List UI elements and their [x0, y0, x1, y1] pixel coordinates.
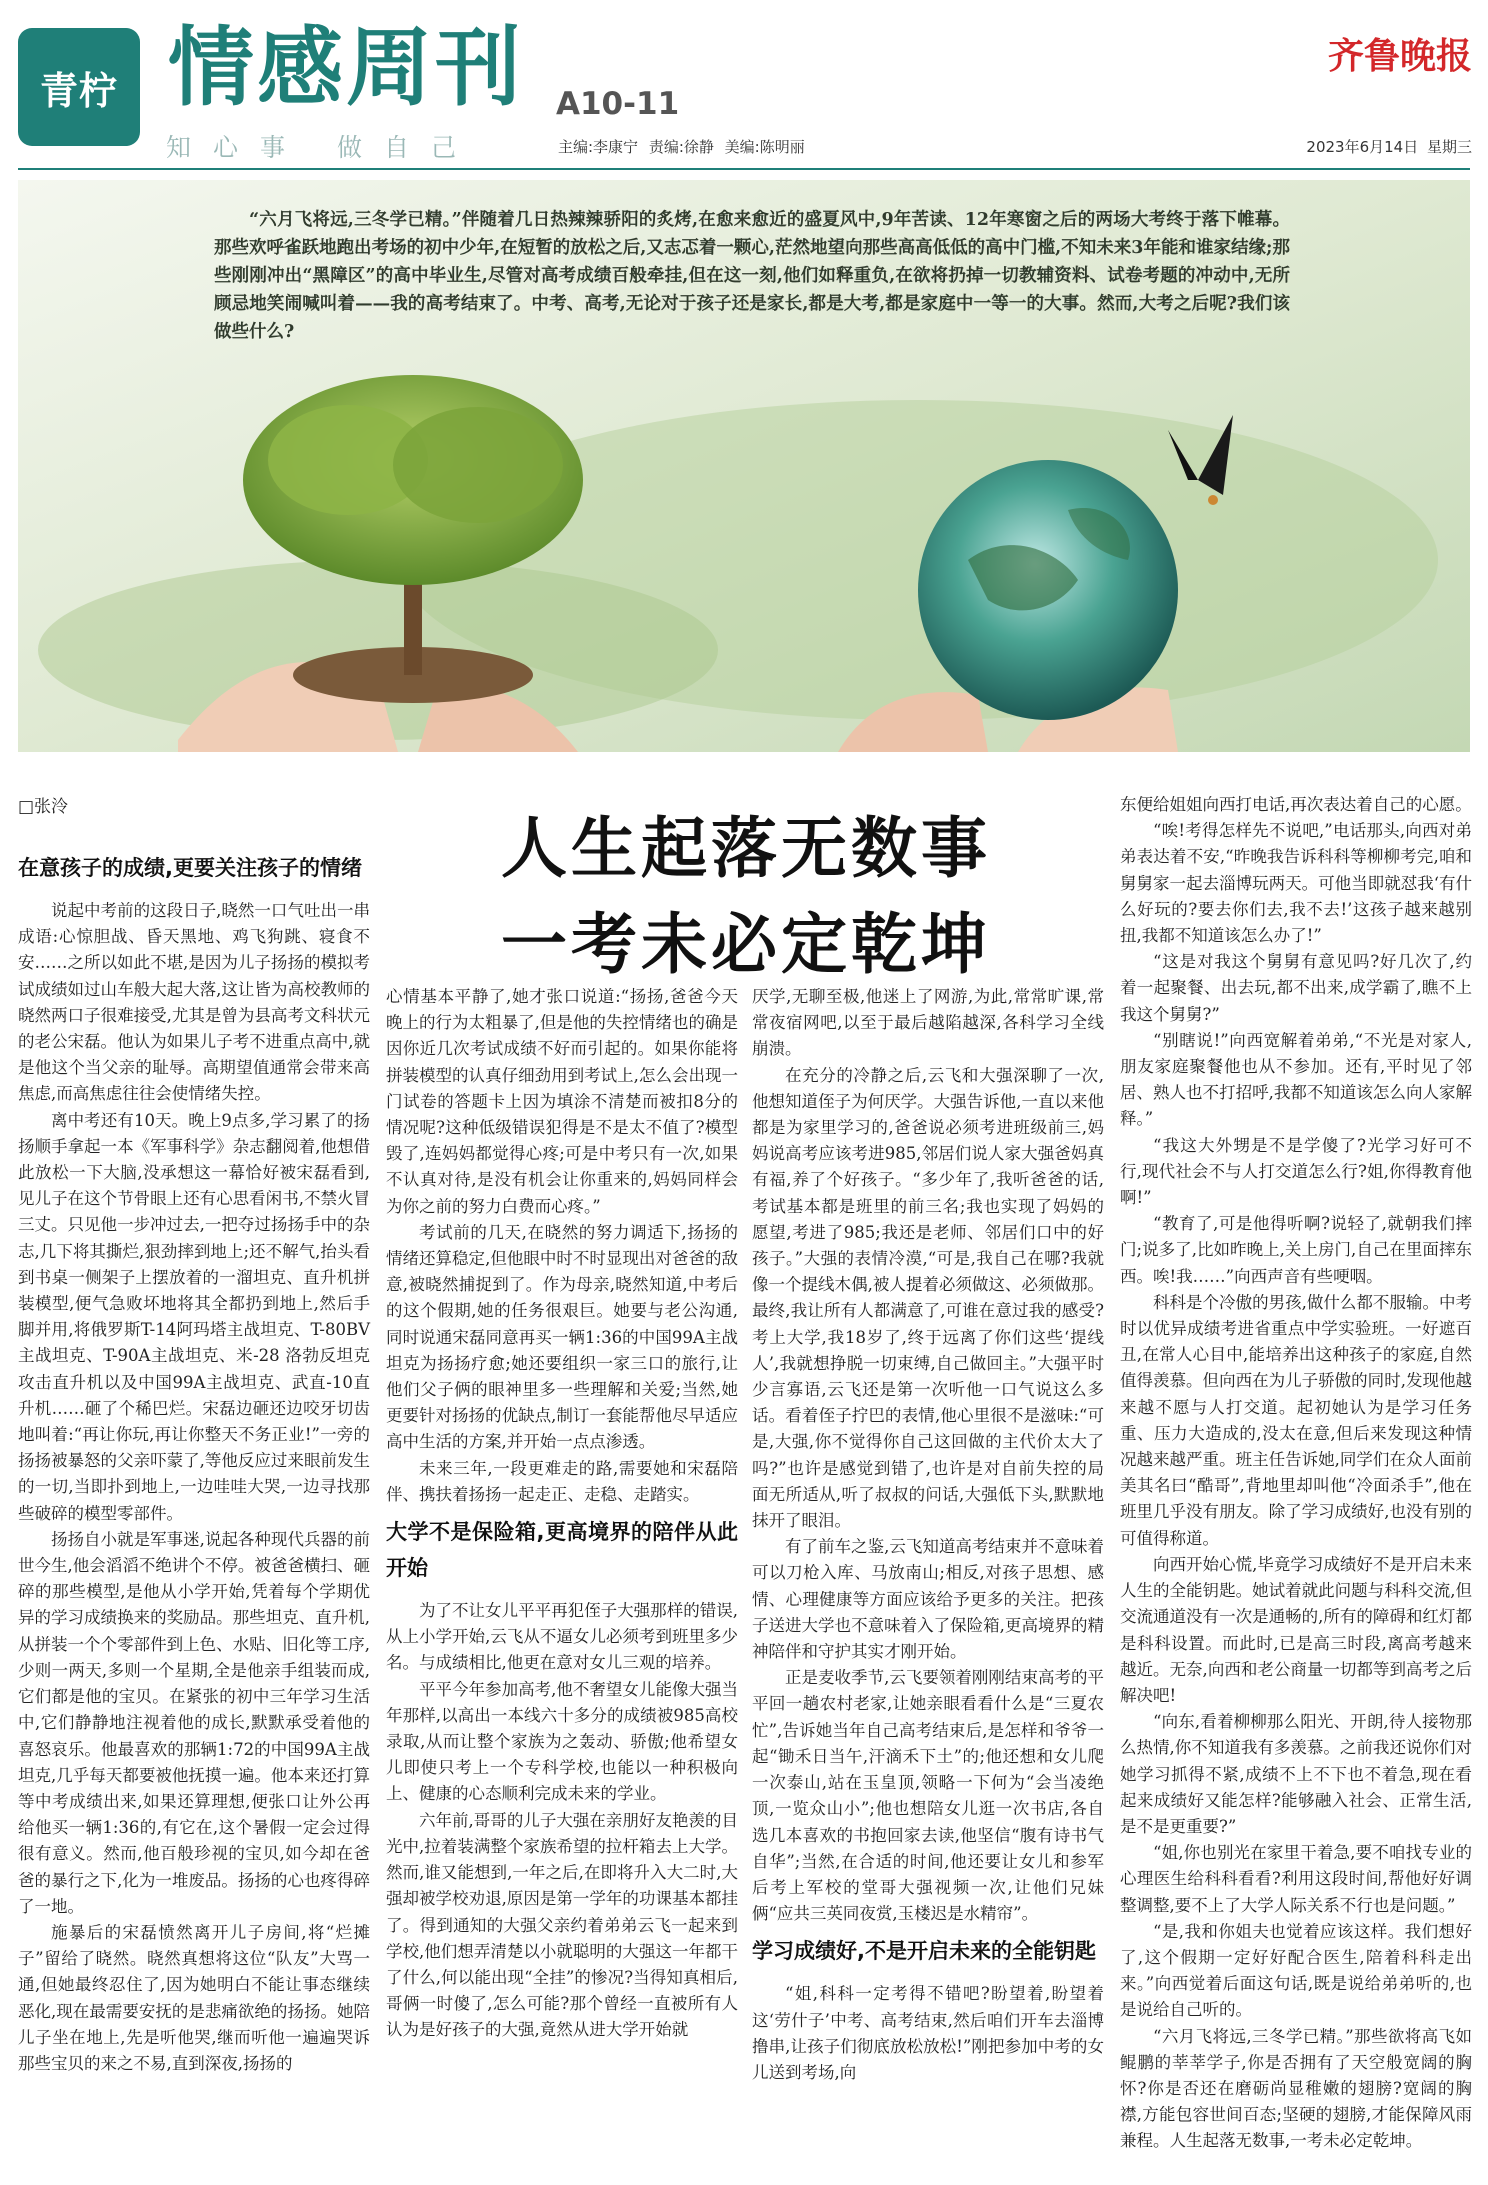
editors-credit: 主编:李康宁 责编:徐静 美编:陈明丽: [558, 138, 805, 156]
paragraph: 有了前车之鉴,云飞知道高考结束并不意味着可以刀枪入库、马放南山;相反,对孩子思想、感情、心理健康等方面应该给予更多的关注。把孩子送进大学也不意味着入了保险箱,更高境界的精神陪伴和守护其实才刚开始。: [752, 1537, 1104, 1662]
section-tagline: 知心事 做自己: [166, 133, 478, 162]
headline-line-1: 人生起落无数事: [501, 809, 991, 887]
paragraph: “我这大外甥是不是学傻了?光学习好可不行,现代社会不与人打交道怎么行?姐,你得教育他啊!”: [1120, 1135, 1472, 1208]
paragraph: “唉!考得怎样先不说吧,”电话那头,向西对弟弟表达着不安,“昨晚我告诉科科等柳柳考完,咱和舅舅家一起去淄博玩两天。可他当即就怼我‘有什么好玩的?要去你们去,我不去!’这孩子越来越别扭,我都不知道该怎么办了!”: [1120, 821, 1472, 946]
hero-illustration: [18, 180, 1470, 752]
paragraph: 东便给姐姐向西打电话,再次表达着自己的心愿。: [1120, 795, 1472, 814]
paragraph: 厌学,无聊至极,他迷上了网游,为此,常常旷课,常常夜宿网吧,以至于最后越陷越深,各科学习全线崩溃。: [752, 987, 1104, 1059]
paragraph: 心情基本平静了,她才张口说道:“扬扬,爸爸今天晚上的行为太粗暴了,但是他的失控情绪也的确是因你近几次考试成绩不好而引起的。如果你能将拼装模型的认真仔细劲用到考试上,怎么会出现一门试卷的答题卡上因为填涂不清楚而被扣8分的情况呢?这种低级错误犯得是不是太不值了?模型毁了,连妈妈都觉得心疼;可是中考只有一次,如果不认真对待,是没有机会让你重来的,妈妈同样会为你之前的努力白费而心疼。”: [386, 987, 738, 1216]
paragraph: “这是对我这个舅舅有意见吗?好几次了,约着一起聚餐、出去玩,都不出来,成学霸了,瞧不上我这个舅舅?”: [1120, 952, 1472, 1024]
headline-line-2: 一考未必定乾坤: [501, 905, 991, 983]
paragraph: 说起中考前的这段日子,晓然一口气吐出一串成语:心惊胆战、昏天黑地、鸡飞狗跳、寝食不安……之所以如此不堪,是因为儿子扬扬的模拟考试成绩如过山车般大起大落,这让皆为高校教师的晓然两口子很难接受,尤其是曾为县高考文科状元的老公宋磊。他认为如果儿子考不进重点高中,就是他这个当父亲的耻辱。高期望值通常会带来高焦虑,而高焦虑往往会使情绪失控。: [18, 901, 370, 1104]
paragraph: 在充分的冷静之后,云飞和大强深聊了一次,他想知道侄子为何厌学。大强告诉他,一直以来他都是为家里学习的,爸爸说必须考进班级前三,妈妈说高考应该考进985,邻居们说人家大强爸妈真有福,养了个好孩子。“多少年了,我听爸爸的话,考试基本都是班里的前三名;我也实现了妈妈的愿望,考进了985;我还是老师、邻居们口中的好孩子。”大强的表情冷漠,“可是,我自己在哪?我就像一个提线木偶,被人提着必须做这、必须做那。最终,我让所有人都满意了,可谁在意过我的感受?考上大学,我18岁了,终于远离了你们这些‘提线人’,我就想挣脱一切束缚,自己做回主。”大强平时少言寡语,云飞还是第一次听他一口气说这么多话。看着侄子拧巴的表情,他心里很不是滋味:“可是,大强,你不觉得你自己这回做的主代价太大了吗?”也许是感觉到错了,也许是对自前失控的局面无所适从,听了叔叔的问话,大强低下头,默默地抹开了眼泪。: [752, 1065, 1104, 1531]
paragraph: “是,我和你姐夫也觉着应该这样。我们想好了,这个假期一定好好配合医生,陪着科科走出来。”向西觉着后面这句话,既是说给弟弟听的,也是说给自己听的。: [1120, 1921, 1472, 2020]
paragraph: “六月飞将远,三冬学已精。”那些欲将高飞如鲲鹏的莘莘学子,你是否拥有了天空般宽阔的胸怀?你是否还在磨砺尚显稚嫩的翅膀?宽阔的胸襟,方能包容世间百态;坚硬的翅膀,才能保障风雨兼程。人生起落无数事,一考未必定乾坤。: [1120, 2026, 1472, 2151]
paragraph: “姐,科科一定考得不错吧?盼望着,盼望着这‘劳什子’中考、高考结束,然后咱们开车去淄博撸串,让孩子们彻底放松放松!”刚把参加中考的女儿送到考场,向: [752, 1984, 1104, 2082]
article-column-2: [386, 984, 738, 2044]
byline: □张泠: [18, 797, 69, 817]
subheading: 学习成绩好,不是开启未来的全能钥匙: [752, 1939, 1096, 1964]
article-column-1: [18, 844, 370, 2077]
section-title: 情感周刊: [168, 18, 524, 118]
paragraph: 离中考还有10天。晚上9点多,学习累了的扬扬顺手拿起一本《军事科学》杂志翻阅着,他想借此放松一下大脑,没承想这一幕恰好被宋磊看到,见儿子在这个节骨眼上还有心思看闲书,不禁火冒三丈。只见他一步冲过去,一把夺过扬扬手中的杂志,几下将其撕烂,狠劲摔到地上;还不解气,抬头看到书桌一侧架子上摆放着的一溜坦克、直升机拼装模型,便气急败坏地将其全都扔到地上,然后手脚并用,将俄罗斯T-14阿玛塔主战坦克、T-80BV主战坦克、T-90A主战坦克、米-28 洛勃反坦克攻击直升机以及中国99A主战坦克、武直-10直升机……砸了个稀巴烂。宋磊边砸还边咬牙切齿地叫着:“再让你玩,再让你整天不务正业!”一旁的扬扬被暴怒的父亲吓蒙了,等他反应过来眼前发生的一切,当即扑到地上,一边哇哇大哭,一边寻找那些破碎的模型零部件。: [18, 1110, 370, 1523]
paragraph: 未来三年,一段更难走的路,需要她和宋磊陪伴、携扶着扬扬一起走正、走稳、走踏实。: [386, 1458, 738, 1504]
paragraph: 向西开始心慌,毕竟学习成绩好不是开启未来人生的全能钥匙。她试着就此问题与科科交流,但交流通道没有一次是通畅的,所有的障碍和红灯都是科科设置。而此时,已是高三时段,离高考越来越近。无奈,向西和老公商量一切都等到高考之后解决吧!: [1120, 1554, 1472, 1705]
page-code: A10-11: [556, 86, 680, 122]
article-headline: [386, 800, 1106, 992]
paragraph: 六年前,哥哥的儿子大强在亲朋好友艳羡的目光中,拉着装满整个家族希望的拉杆箱去上大学。然而,谁又能想到,一年之后,在即将升入大二时,大强却被学校劝退,原因是第一学年的功课基本都挂了。得到通知的大强父亲约着弟弟云飞一起来到学校,他们想弄清楚以小就聪明的大强这一年都干了什么,何以能出现“全挂”的惨况?当得知真相后,哥俩一时傻了,怎么可能?那个曾经一直被所有人认为是好孩子的大强,竟然从进大学开始就: [386, 1810, 738, 2040]
paragraph: 科科是个冷傲的男孩,做什么都不服输。中考时以优异成绩考进省重点中学实验班。一好遮百丑,在常人心目中,能培养出这种孩子的家庭,自然值得羡慕。但向西在为儿子骄傲的同时,发现他越来越不愿与人打交道。起初她认为是学习任务重、压力大造成的,没太在意,但后来发现这种情况越来越严重。班主任告诉她,同学们在众人面前美其名曰“酷哥”,背地里却叫他“冷面杀手”,他在班里几乎没有朋友。除了学习成绩好,也没有别的可值得称道。: [1120, 1292, 1472, 1548]
issue-date: 2023年6月14日 星期三: [1306, 138, 1472, 156]
paragraph: 平平今年参加高考,他不奢望女儿能像大强当年那样,以高出一本线六十多分的成绩被985高校录取,从而让整个家族为之轰动、骄傲;他希望女儿即使只考上一个专科学校,也能以一种积极向上、健康的心态顺利完成未来的学业。: [386, 1679, 738, 1804]
newspaper-brand: 齐鲁晚报: [1327, 35, 1472, 77]
section-logo: 青柠: [18, 28, 140, 146]
masthead-divider: [18, 168, 1470, 170]
article-column-4: [1120, 792, 1472, 2155]
feature-intro: “六月飞将远,三冬学已精。”伴随着几日热辣辣骄阳的炙烤,在愈来愈近的盛夏风中,9年苦读、12年寒窗之后的两场大考终于落下帷幕。那些欢呼雀跃地跑出考场的初中少年,在短暂的放松之后,又志忑着一颗心,茫然地望向那些高高低低的高中门槛,不知未来3年能和谁家结缘;那些刚刚冲出“黑障区”的高中毕业生,尽管对高考成绩百般牵挂,但在这一刻,他们如释重负,在欲将扔掉一切教辅资料、试卷考题的冲动中,无所顾忌地笑闹喊叫着——我的高考结束了。中考、高考,无论对于孩子还是家长,都是大考,都是家庭中一等一的大事。然而,大考之后呢?我们该做些什么?: [214, 210, 1290, 342]
paragraph: “姐,你也别光在家里干着急,要不咱找专业的心理医生给科科看看?利用这段时间,帮他好好调整调整,要不上了大学人际关系不行也是问题。”: [1120, 1843, 1472, 1915]
paragraph: 考试前的几天,在晓然的努力调适下,扬扬的情绪还算稳定,但他眼中时不时显现出对爸爸的敌意,被晓然捕捉到了。作为母亲,晓然知道,中考后的这个假期,她的任务很艰巨。她要与老公沟通,同时说通宋磊同意再买一辆1:36的中国99A主战坦克为扬扬疗愈;她还要组织一家三口的旅行,让他们父子俩的眼神里多一些理解和关爱;当然,她更要针对扬扬的优缺点,制订一套能帮他尽早适应高中生活的方案,并开始一点点渗透。: [386, 1222, 738, 1452]
article-column-3: [752, 984, 1104, 2086]
subheading: 在意孩子的成绩,更要关注孩子的情绪: [18, 856, 362, 880]
paragraph: “教育了,可是他得听啊?说轻了,就朝我们摔门;说多了,比如昨晚上,关上房门,自己在里面摔东西。唉!我……”向西声音有些哽咽。: [1120, 1214, 1472, 1286]
paragraph: “向东,看着柳柳那么阳光、开朗,待人接物那么热情,你不知道我有多羡慕。之前我还说你们对她学习抓得不紧,成绩不上不下也不着急,现在看起来成绩好又能怎样?能够融入社会、正常生活,是不是更重要?”: [1120, 1712, 1472, 1836]
paragraph: 正是麦收季节,云飞要领着刚刚结束高考的平平回一趟农村老家,让她亲眼看看什么是“三夏农忙”,告诉她当年自己高考结束后,是怎样和爷爷一起“锄禾日当午,汗滴禾下土”的;他还想和女儿爬一次泰山,站在玉皇顶,领略一下何为“会当凌绝顶,一览众山小”;他也想陪女儿逛一次书店,各自选几本喜欢的书抱回家去读,他坚信“腹有诗书气自华”;当然,在合适的时间,他还要让女儿和参军后考上军校的堂哥大强视频一次,让他们兄妹俩“应共三英同夜赏,玉楼迟是水精帘”。: [752, 1668, 1104, 1924]
paragraph: 为了不让女儿平平再犯侄子大强那样的错误,从上小学开始,云飞从不逼女儿必须考到班里多少名。与成绩相比,他更在意对女儿三观的培养。: [386, 1601, 738, 1673]
subheading: 大学不是保险箱,更高境界的陪伴从此开始: [386, 1520, 738, 1581]
paragraph: 扬扬自小就是军事迷,说起各种现代兵器的前世今生,他会滔滔不绝讲个不停。被爸爸横扫、砸碎的那些模型,是他从小学开始,凭着每个学期优异的学习成绩换来的奖励品。那些坦克、直升机,从拼装一个个零部件到上色、水贴、旧化等工序,少则一两天,多则一个星期,全是他亲手组装而成,它们都是他的宝贝。在紧张的初中三年学习生活中,它们静静地注视着他的成长,默默承受着他的喜怒哀乐。他最喜欢的那辆1:72的中国99A主战坦克,几乎每天都要被他抚摸一遍。他本来还打算等中考成绩出来,如果还算理想,便张口让外公再给他买一辆1:36的,有它在,这个暑假一定会过得很有意义。然而,他百般珍视的宝贝,如今却在爸爸的暴行之下,化为一堆废品。扬扬的心也疼得碎了一地。: [18, 1529, 370, 1916]
paragraph: “别瞎说!”向西宽解着弟弟,“不光是对家人,朋友家庭聚餐他也从不参加。还有,平时见了邻居、熟人也不打招呼,我都不知道该怎么向人家解释。”: [1120, 1030, 1472, 1129]
paragraph: 施暴后的宋磊愤然离开儿子房间,将“烂摊子”留给了晓然。晓然真想将这位“队友”大骂一通,但她最终忍住了,因为她明白不能让事态继续恶化,现在最需要安抚的是悲痛欲绝的扬扬。她陪儿子坐在地上,先是听他哭,继而听他一遍遍哭诉那些宝贝的来之不易,直到深夜,扬扬的: [18, 1922, 370, 2073]
